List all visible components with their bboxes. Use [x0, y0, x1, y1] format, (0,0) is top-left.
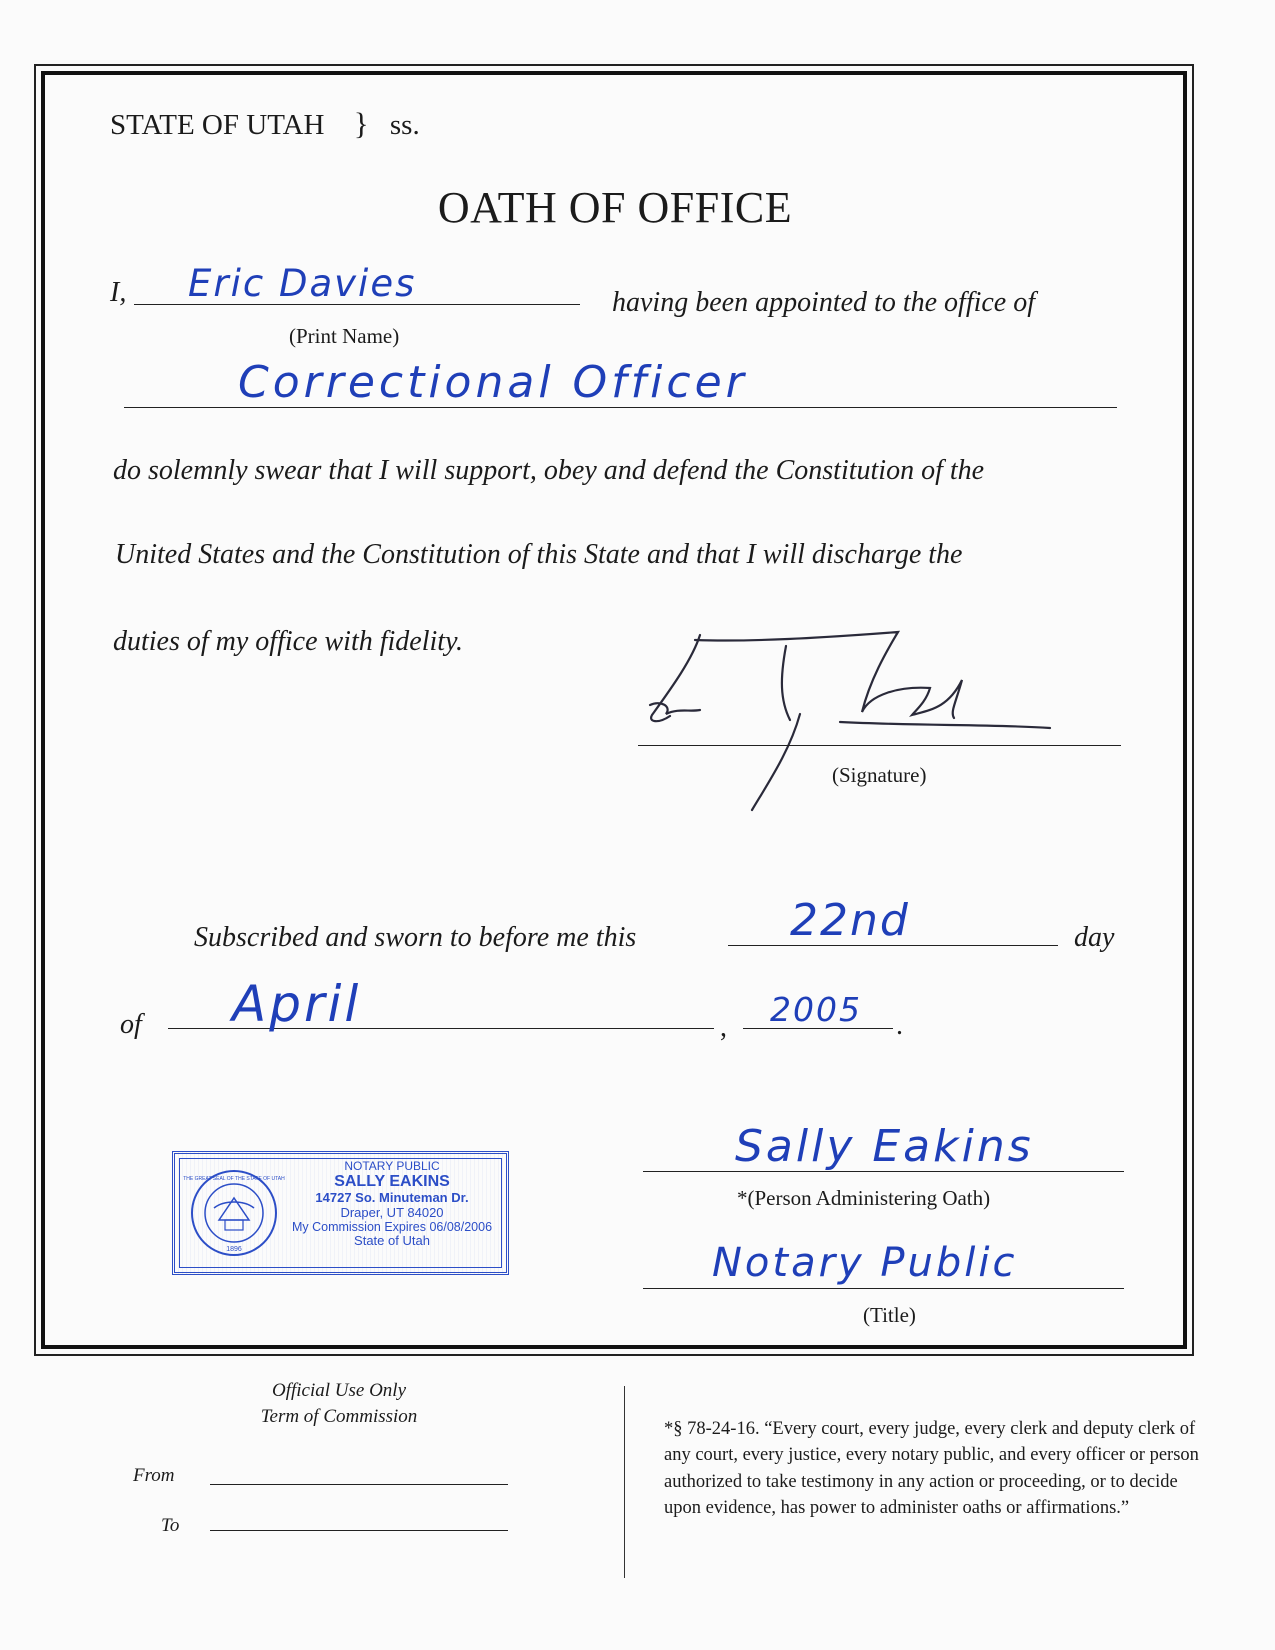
brace: } — [353, 106, 369, 141]
stamp-line-1: NOTARY PUBLIC — [344, 1159, 440, 1173]
stamp-text — [287, 1160, 497, 1249]
date-period: . — [896, 1010, 903, 1041]
footer-divider — [624, 1386, 625, 1578]
handwritten-office: Correctional Officer — [238, 357, 748, 408]
ss-label: ss. — [389, 109, 420, 141]
handwritten-name: Eric Davies — [188, 262, 417, 305]
title-rule — [643, 1288, 1124, 1289]
signature-rule — [638, 745, 1121, 746]
stamp-line-6: State of Utah — [354, 1233, 430, 1249]
from-label: From — [133, 1465, 175, 1486]
oath-body-line-1: do solemnly swear that I will support, obey and defend the Constitution of the — [113, 455, 985, 486]
state-seal-icon — [183, 1168, 285, 1258]
notary-stamp — [172, 1151, 509, 1275]
state-name: STATE OF UTAH — [110, 109, 325, 141]
handwritten-signature — [630, 620, 1130, 820]
handwritten-month: April — [232, 975, 362, 1033]
stamp-line-3: 14727 So. Minuteman Dr. — [315, 1190, 469, 1206]
seal-year: 1896 — [226, 1246, 242, 1253]
document-title: OATH OF OFFICE — [437, 183, 793, 232]
print-name-caption: (Print Name) — [289, 324, 400, 348]
title-caption: (Title) — [863, 1303, 916, 1327]
handwritten-year: 2005 — [770, 990, 862, 1029]
stamp-line-5: My Commission Expires 06/08/2006 — [291, 1220, 493, 1235]
stamp-line-4: Draper, UT 84020 — [340, 1204, 444, 1220]
handwritten-title: Notary Public — [712, 1240, 1018, 1286]
oath-prefix: I, — [110, 277, 127, 308]
stamp-line-2: SALLY EAKINS — [334, 1173, 450, 1191]
from-rule — [210, 1484, 508, 1485]
seal-text: THE GREAT SEAL OF THE STATE OF UTAH — [183, 1176, 285, 1182]
of-word: of — [120, 1009, 142, 1040]
appointed-text: having been appointed to the office of — [612, 287, 1036, 318]
subscribed-text: Subscribed and sworn to before me this — [194, 922, 637, 953]
handwritten-day: 22nd — [790, 895, 910, 946]
oath-body-line-2: United States and the Constitution of this State and that I will discharge the — [115, 539, 963, 570]
statute-text: *§ 78-24-16. “Every court, every judge, every clerk and deputy clerk of any court, every justice, every notary public, and every officer or person authorized to take testimony in any action or proceeding, or to decide upon evidence, has power to administer oaths or affirmations.” — [664, 1419, 1199, 1518]
state-line — [110, 106, 420, 142]
oath-body-line-3: duties of my office with fidelity. — [113, 626, 463, 657]
term-of-commission-heading: Term of Commission — [260, 1406, 418, 1427]
to-label: To — [161, 1515, 180, 1536]
handwritten-administrator: Sally Eakins — [735, 1121, 1034, 1172]
administrator-caption: *(Person Administering Oath) — [737, 1186, 991, 1210]
to-rule — [210, 1530, 508, 1531]
official-use-heading: Official Use Only — [271, 1380, 407, 1401]
signature-caption: (Signature) — [832, 763, 927, 787]
day-word: day — [1074, 922, 1115, 953]
date-comma: , — [720, 1012, 727, 1043]
